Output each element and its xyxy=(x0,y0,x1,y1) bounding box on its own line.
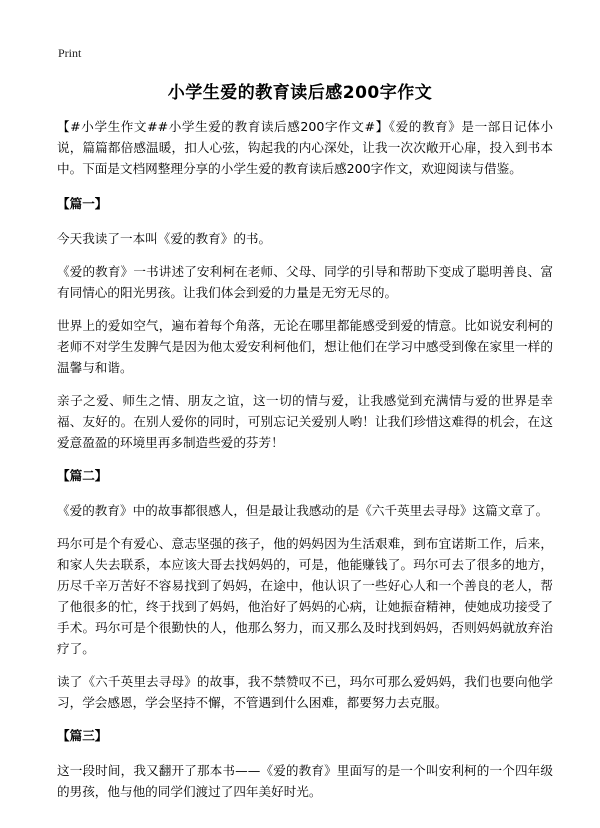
paragraph: 玛尔可是个有爱心、意志坚强的孩子，他的妈妈因为生活艰难，到布宜诺斯工作，后来，和家人失去联系，本应该大哥去找妈妈的，可是，他能赚钱了。玛尔可去了很多的地方，历尽千辛万苦好不容易找到了妈妈，在途中，他认识了一些好心人和一个善良的老人，帮了他很多的忙，终于找到了妈妈，他治好了妈妈的心病，让她振奋精神，使她成功接受了手术。玛尔可是个很勤快的人，他那么努力，而又那么及时找到妈妈，否则妈妈就放弃治疗了。 xyxy=(57,536,553,656)
page-title: 小学生爱的教育读后感200字作文 xyxy=(167,83,433,103)
section-heading-2: 【篇二】 xyxy=(57,468,108,483)
paragraph: 亲子之爱、师生之情、朋友之谊，这一切的情与爱，让我感觉到充满情与爱的世界是幸福、友好的。在别人爱你的同时，可别忘记关爱别人哟！让我们珍惜这难得的机会，在这爱意盈盈的环境里再多制造些爱的芬芳！ xyxy=(57,393,553,450)
section-heading-1: 【篇一】 xyxy=(57,196,108,211)
section-heading-3: 【篇三】 xyxy=(57,728,108,743)
paragraph: 世界上的爱如空气，遍布着每个角落，无论在哪里都能感受到爱的情意。比如说安利柯的老师不对学生发脾气是因为他太爱安利柯他们，想让他们在学习中感受到像在家里一样的温馨与和谐。 xyxy=(57,318,553,375)
intro-paragraph: 【#小学生作文##小学生爱的教育读后感200字作文#】《爱的教育》是一部日记体小说，篇篇都倍感温暖，扣人心弦，钩起我的内心深处，让我一次次敞开心扉，投入到书本中。下面是文档网整理分享的小学生爱的教育读后感200字作文，欢迎阅读与借鉴。 xyxy=(57,119,553,176)
paragraph: 读了《六千英里去寻母》的故事，我不禁赞叹不已，玛尔可那么爱妈妈，我们也要向他学习，学会感恩，学会坚持不懈，不管遇到什么困难，都要努力去克服。 xyxy=(57,674,553,710)
print-label: Print xyxy=(58,46,82,60)
paragraph: 这一段时间，我又翻开了那本书——《爱的教育》里面写的是一个叫安利柯的一个四年级的男孩，他与他的同学们渡过了四年美好时光。 xyxy=(57,763,553,799)
paragraph: 《爱的教育》一书讲述了安利柯在老师、父母、同学的引导和帮助下变成了聪明善良、富有同情心的阳光男孩。让我们体会到爱的力量是无穷无尽的。 xyxy=(57,264,553,300)
article-body xyxy=(57,116,553,814)
paragraph: 《爱的教育》中的故事都很感人，但是最让我感动的是《六千英里去寻母》这篇文章了。 xyxy=(57,503,549,518)
paragraph: 今天我读了一本叫《爱的教育》的书。 xyxy=(57,231,272,246)
